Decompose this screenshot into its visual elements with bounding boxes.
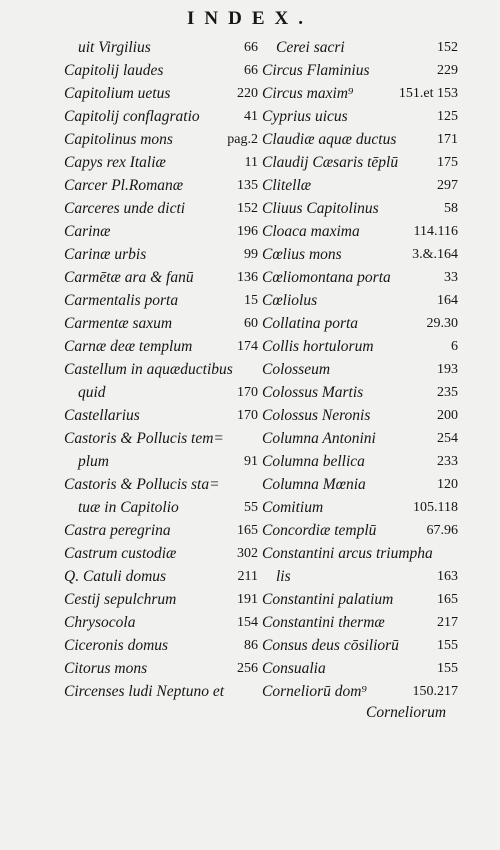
entry-page-number: 11 [244, 155, 258, 170]
entry-term: Capitolij conflagratio [64, 108, 200, 125]
entry-term: Constantini arcus triumpha [262, 545, 433, 562]
entry-term: Colossus Neronis [262, 407, 371, 424]
index-entry [64, 59, 258, 82]
index-entry [262, 312, 458, 335]
entry-page-number: 229 [437, 63, 458, 78]
index-entry [64, 657, 258, 680]
index-entry [64, 220, 258, 243]
index-entry [64, 105, 258, 128]
entry-term: Columna Mœnia [262, 476, 366, 493]
index-entry [262, 496, 458, 519]
entry-term: uit Virgilius [78, 39, 151, 56]
entry-term: tuæ in Capitolio [78, 499, 179, 516]
entry-page-number: 105.118 [413, 500, 458, 515]
index-entry [262, 197, 458, 220]
index-entry [262, 358, 458, 381]
entry-page-number: 152 [237, 201, 258, 216]
entry-term: Constantini palatium [262, 591, 394, 608]
index-header: INDEX. [187, 8, 313, 29]
entry-page-number: 136 [237, 270, 258, 285]
entry-term: Colosseum [262, 361, 331, 378]
entry-page-number: 164 [437, 293, 458, 308]
index-entry [262, 519, 458, 542]
index-entry [64, 36, 258, 59]
entry-term: Castoris & Pollucis sta= [64, 476, 220, 493]
entry-page-number: 125 [437, 109, 458, 124]
index-entry [262, 335, 458, 358]
index-entry [262, 36, 458, 59]
entry-page-number: 66 [244, 40, 258, 55]
entry-term: Corneliorū dom⁹ [262, 683, 367, 700]
index-entry [64, 634, 258, 657]
entry-page-number: 120 [437, 477, 458, 492]
entry-page-number: 165 [237, 523, 258, 538]
entry-term: Capitolij laudes [64, 62, 164, 79]
entry-page-number: 217 [437, 615, 458, 630]
entry-page-number: 155 [437, 661, 458, 676]
index-entry [64, 335, 258, 358]
entry-page-number: 302 [237, 546, 258, 561]
index-entry [262, 450, 458, 473]
entry-term: Consualia [262, 660, 326, 677]
entry-term: plum [78, 453, 109, 470]
entry-term: Colossus Martis [262, 384, 364, 401]
index-entry [262, 427, 458, 450]
entry-term: lis [276, 568, 291, 585]
entry-page-number: 6 [451, 339, 458, 354]
entry-term: Constantini thermæ [262, 614, 385, 631]
index-entry [64, 358, 258, 381]
entry-term: Comitium [262, 499, 324, 516]
entry-term: Castrum custodiæ [64, 545, 177, 562]
entry-term: Castellum in aquæductibus [64, 361, 233, 378]
index-entry [64, 289, 258, 312]
entry-term: Q. Catuli domus [64, 568, 167, 585]
entry-term: Cœlius mons [262, 246, 342, 263]
entry-page-number: 191 [237, 592, 258, 607]
index-entry [64, 266, 258, 289]
index-entry [64, 312, 258, 335]
entry-page-number: 165 [437, 592, 458, 607]
entry-term: Castellarius [64, 407, 140, 424]
entry-page-number: 170 [237, 408, 258, 423]
entry-page-number: 135 [237, 178, 258, 193]
entry-term: Ciceronis domus [64, 637, 169, 654]
entry-page-number: 33 [444, 270, 458, 285]
index-entry [262, 404, 458, 427]
entry-term: Carmentæ saxum [64, 315, 173, 332]
index-entry [64, 588, 258, 611]
entry-page-number: 41 [244, 109, 258, 124]
index-entry [64, 151, 258, 174]
entry-page-number: 297 [437, 178, 458, 193]
entry-page-number: 66 [244, 63, 258, 78]
right-column [262, 36, 458, 703]
entry-term: Capys rex Italiæ [64, 154, 166, 171]
index-entry [64, 404, 258, 427]
entry-term: Carinæ [64, 223, 111, 240]
index-entry [64, 496, 258, 519]
index-entry [262, 174, 458, 197]
entry-page-number: 99 [244, 247, 258, 262]
entry-page-number: 155 [437, 638, 458, 653]
index-entry [262, 611, 458, 634]
entry-term: Cœliolus [262, 292, 318, 309]
index-entry [64, 519, 258, 542]
entry-term: Citorus mons [64, 660, 148, 677]
entry-term: Carceres unde dicti [64, 200, 186, 217]
index-entry [64, 680, 258, 703]
index-entry [262, 381, 458, 404]
entry-term: Cliuus Capitolinus [262, 200, 379, 217]
entry-page-number: pag.2 [227, 132, 258, 147]
index-entry [262, 128, 458, 151]
index-entry [64, 427, 258, 450]
index-entry [64, 473, 258, 496]
index-entry [64, 197, 258, 220]
entry-term: Circus maxim⁹ [262, 85, 354, 102]
entry-term: Concordiæ templū [262, 522, 377, 539]
entry-page-number: 60 [244, 316, 258, 331]
entry-page-number: 91 [244, 454, 258, 469]
entry-page-number: 193 [437, 362, 458, 377]
entry-page-number: 58 [444, 201, 458, 216]
index-entry [262, 105, 458, 128]
entry-term: Claudiæ aquæ ductus [262, 131, 397, 148]
left-column [64, 36, 258, 703]
entry-term: Cestij sepulchrum [64, 591, 177, 608]
entry-term: Collis hortulorum [262, 338, 374, 355]
index-entry [262, 657, 458, 680]
entry-page-number: 3.&.164 [412, 247, 458, 262]
entry-page-number: 171 [437, 132, 458, 147]
index-entry [64, 450, 258, 473]
entry-page-number: 29.30 [426, 316, 458, 331]
entry-term: Carinæ urbis [64, 246, 147, 263]
entry-page-number: 163 [437, 569, 458, 584]
entry-term: Cœliomontana porta [262, 269, 391, 286]
index-entry [64, 565, 258, 588]
entry-page-number: 235 [437, 385, 458, 400]
entry-term: Carmētæ ara & fanū [64, 269, 194, 286]
entry-page-number: 200 [437, 408, 458, 423]
entry-page-number: 211 [237, 569, 258, 584]
entry-term: Circenses ludi Neptuno et [64, 683, 225, 700]
index-entry [262, 473, 458, 496]
entry-page-number: 256 [237, 661, 258, 676]
index-entry [262, 82, 458, 105]
entry-page-number: 175 [437, 155, 458, 170]
index-entry [64, 611, 258, 634]
catchword: Corneliorum [366, 704, 447, 721]
entry-term: Cyprius uicus [262, 108, 348, 125]
entry-page-number: 67.96 [426, 523, 458, 538]
entry-page-number: 86 [244, 638, 258, 653]
index-entry [262, 220, 458, 243]
entry-term: Carnæ deæ templum [64, 338, 193, 355]
index-entry [262, 680, 458, 703]
index-entry [64, 381, 258, 404]
entry-term: Collatina porta [262, 315, 359, 332]
index-entry [262, 542, 458, 565]
entry-term: Columna bellica [262, 453, 365, 470]
entry-term: quid [78, 384, 106, 401]
entry-term: Capitolinus mons [64, 131, 173, 148]
index-entry [64, 542, 258, 565]
entry-term: Chrysocola [64, 614, 136, 631]
entry-page-number: 114.116 [413, 224, 458, 239]
index-entry [262, 243, 458, 266]
index-entry [262, 634, 458, 657]
entry-page-number: 152 [437, 40, 458, 55]
entry-page-number: 220 [237, 86, 258, 101]
entry-term: Castra peregrina [64, 522, 171, 539]
entry-page-number: 174 [237, 339, 258, 354]
entry-page-number: 196 [237, 224, 258, 239]
entry-page-number: 170 [237, 385, 258, 400]
entry-term: Circus Flaminius [262, 62, 370, 79]
entry-term: Claudij Cæsaris tēplū [262, 154, 399, 171]
entry-term: Consus deus cōsiliorū [262, 637, 399, 654]
index-entry [64, 174, 258, 197]
entry-term: Cloaca maxima [262, 223, 360, 240]
entry-term: Cerei sacri [276, 39, 345, 56]
index-entry [262, 565, 458, 588]
entry-term: Castoris & Pollucis tem= [64, 430, 224, 447]
index-entry [262, 588, 458, 611]
index-entry [262, 151, 458, 174]
entry-term: Capitolium uetus [64, 85, 171, 102]
entry-page-number: 254 [437, 431, 458, 446]
index-entry [262, 266, 458, 289]
entry-term: Carcer Pl.Romanæ [64, 177, 184, 194]
entry-page-number: 15 [244, 293, 258, 308]
index-entry [64, 82, 258, 105]
entry-term: Clitellæ [262, 177, 312, 194]
entry-page-number: 55 [244, 500, 258, 515]
index-entry [64, 243, 258, 266]
entry-page-number: 150.217 [412, 684, 458, 699]
entry-term: Carmentalis porta [64, 292, 179, 309]
entry-term: Columna Antonini [262, 430, 376, 447]
index-entry [262, 59, 458, 82]
entry-page-number: 154 [237, 615, 258, 630]
index-entry [262, 289, 458, 312]
entry-page-number: 151.et 153 [398, 86, 458, 101]
index-entry [64, 128, 258, 151]
entry-page-number: 233 [437, 454, 458, 469]
